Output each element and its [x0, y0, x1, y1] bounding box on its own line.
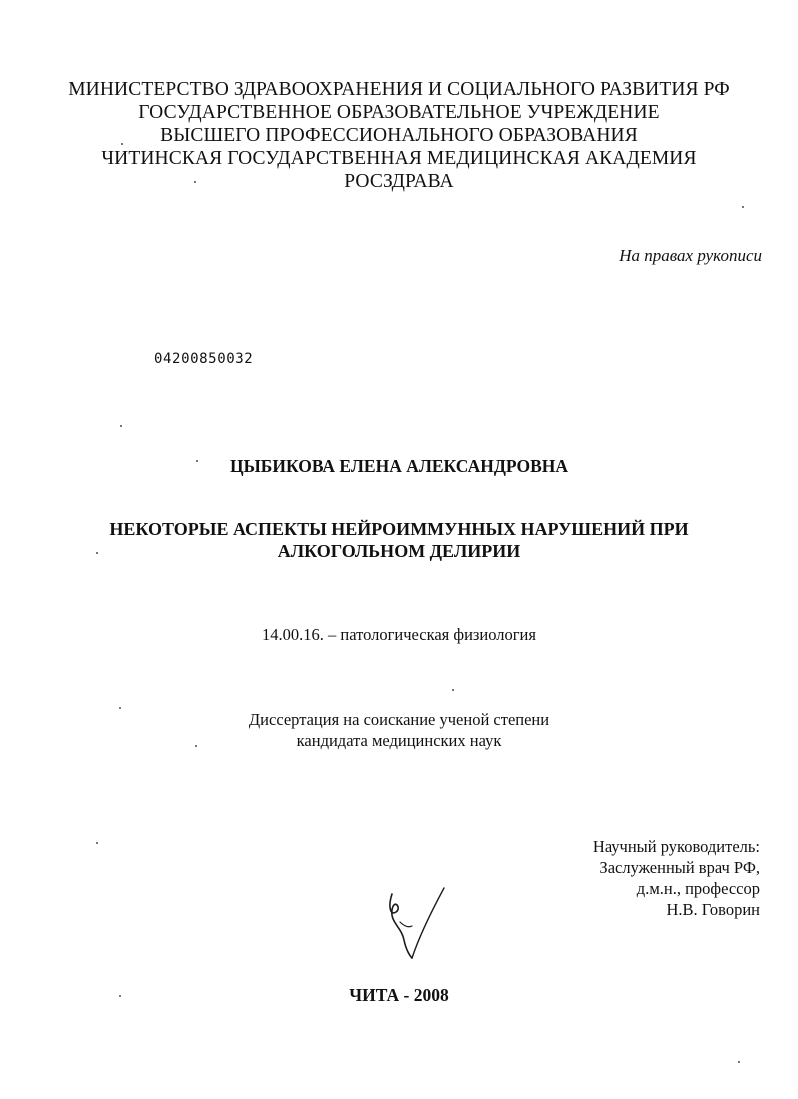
header-line-ministry: МИНИСТЕРСТВО ЗДРАВООХРАНЕНИЯ И СОЦИАЛЬНОГО РАЗВИТИЯ РФ — [68, 79, 730, 100]
header-line-education: ВЫСШЕГО ПРОФЕССИОНАЛЬНОГО ОБРАЗОВАНИЯ — [160, 125, 638, 146]
scan-speck — [195, 745, 197, 747]
degree-line-2: кандидата медицинских наук — [296, 731, 502, 750]
supervisor-name: Н.В. Говорин — [666, 900, 760, 919]
supervisor-degree: д.м.н., профессор — [636, 879, 760, 898]
supervisor-block — [593, 836, 760, 920]
dissertation-title — [0, 518, 798, 562]
scan-speck — [119, 707, 121, 709]
header-line-academy: ЧИТИНСКАЯ ГОСУДАРСТВЕННАЯ МЕДИЦИНСКАЯ АКАДЕМИЯ — [101, 148, 697, 169]
degree-statement — [0, 709, 798, 751]
city-year: ЧИТА - 2008 — [349, 985, 449, 1005]
scan-speck — [196, 460, 198, 462]
header-line-roszdrav: РОСЗДРАВА — [344, 171, 454, 192]
handwritten-signature — [378, 882, 458, 962]
scan-speck — [119, 995, 121, 997]
scan-speck — [96, 842, 98, 844]
manuscript-note: На правах рукописи — [619, 246, 762, 265]
scan-speck — [120, 425, 122, 427]
document-code: 04200850032 — [154, 351, 254, 367]
scan-speck — [194, 181, 196, 183]
scan-speck — [96, 552, 98, 554]
author-name: ЦЫБИКОВА ЕЛЕНА АЛЕКСАНДРОВНА — [230, 456, 568, 476]
supervisor-title: Заслуженный врач РФ, — [599, 858, 760, 877]
scan-speck — [452, 689, 454, 691]
title-line-1: НЕКОТОРЫЕ АСПЕКТЫ НЕЙРОИММУННЫХ НАРУШЕНИЙ ПРИ — [109, 519, 689, 539]
header-line-institution: ГОСУДАРСТВЕННОЕ ОБРАЗОВАТЕЛЬНОЕ УЧРЕЖДЕНИЕ — [138, 102, 660, 123]
supervisor-heading: Научный руководитель: — [592, 837, 760, 856]
title-line-2: АЛКОГОЛЬНОМ ДЕЛИРИИ — [277, 541, 521, 561]
scan-speck — [121, 143, 123, 145]
scan-speck — [738, 1061, 740, 1063]
scan-speck — [742, 206, 744, 208]
institution-header — [0, 78, 798, 193]
degree-line-1: Диссертация на соискание ученой степени — [248, 710, 550, 729]
specialty-code: 14.00.16. – патологическая физиология — [262, 625, 536, 644]
